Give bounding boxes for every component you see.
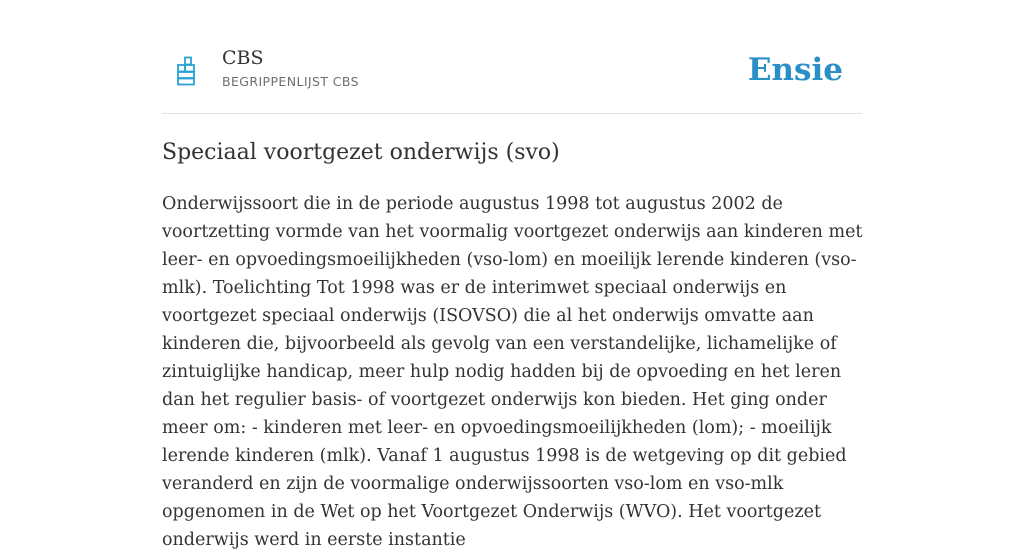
ensie-brand-logo[interactable]: Ensie xyxy=(747,52,843,88)
glossary-subtitle[interactable]: BEGRIPPENLIJST CBS xyxy=(222,74,359,89)
entry-title: Speciaal voortgezet onderwijs (svo) xyxy=(162,140,560,165)
organization-name[interactable]: CBS xyxy=(222,47,264,69)
entry-definition: Onderwijssoort die in de periode augustus 1998 tot augustus 2002 de voortzetting vormde van het voormalig voortgezet onderwijs aan kinderen met leer- en opvoedingsmoeilijkheden (vso-lom) en moeilijk lerende kinderen (vso-mlk). Toelichting Tot 1998 was er de interimwet speciaal onderwijs en voortgezet speciaal onderwijs (ISOVSO) die al het onderwijs omvatte aan kinderen die, bijvoorbeeld als gevolg van een verstandelijke, lichamelijke of zintuiglijke handicap, meer hulp nodig hadden bij de opvoeding en het leren dan het regulier basis- of voortgezet onderwijs kon bieden. Het ging onder meer om: - kinderen met leer- en opvoedingsmoeilijkheden (lom); - moeilijk lerende kinderen (mlk). Vanaf 1 augustus 1998 is de wetgeving op dit gebied veranderd en zijn de voormalige onderwijssoorten vso-lom en vso-mlk opgenomen in de Wet op het Voortgezet Onderwijs (WVO). Het voortgezet onderwijs werd in eerste instantie xyxy=(162,194,863,550)
header xyxy=(162,36,862,114)
cbs-logo-icon xyxy=(176,56,196,86)
